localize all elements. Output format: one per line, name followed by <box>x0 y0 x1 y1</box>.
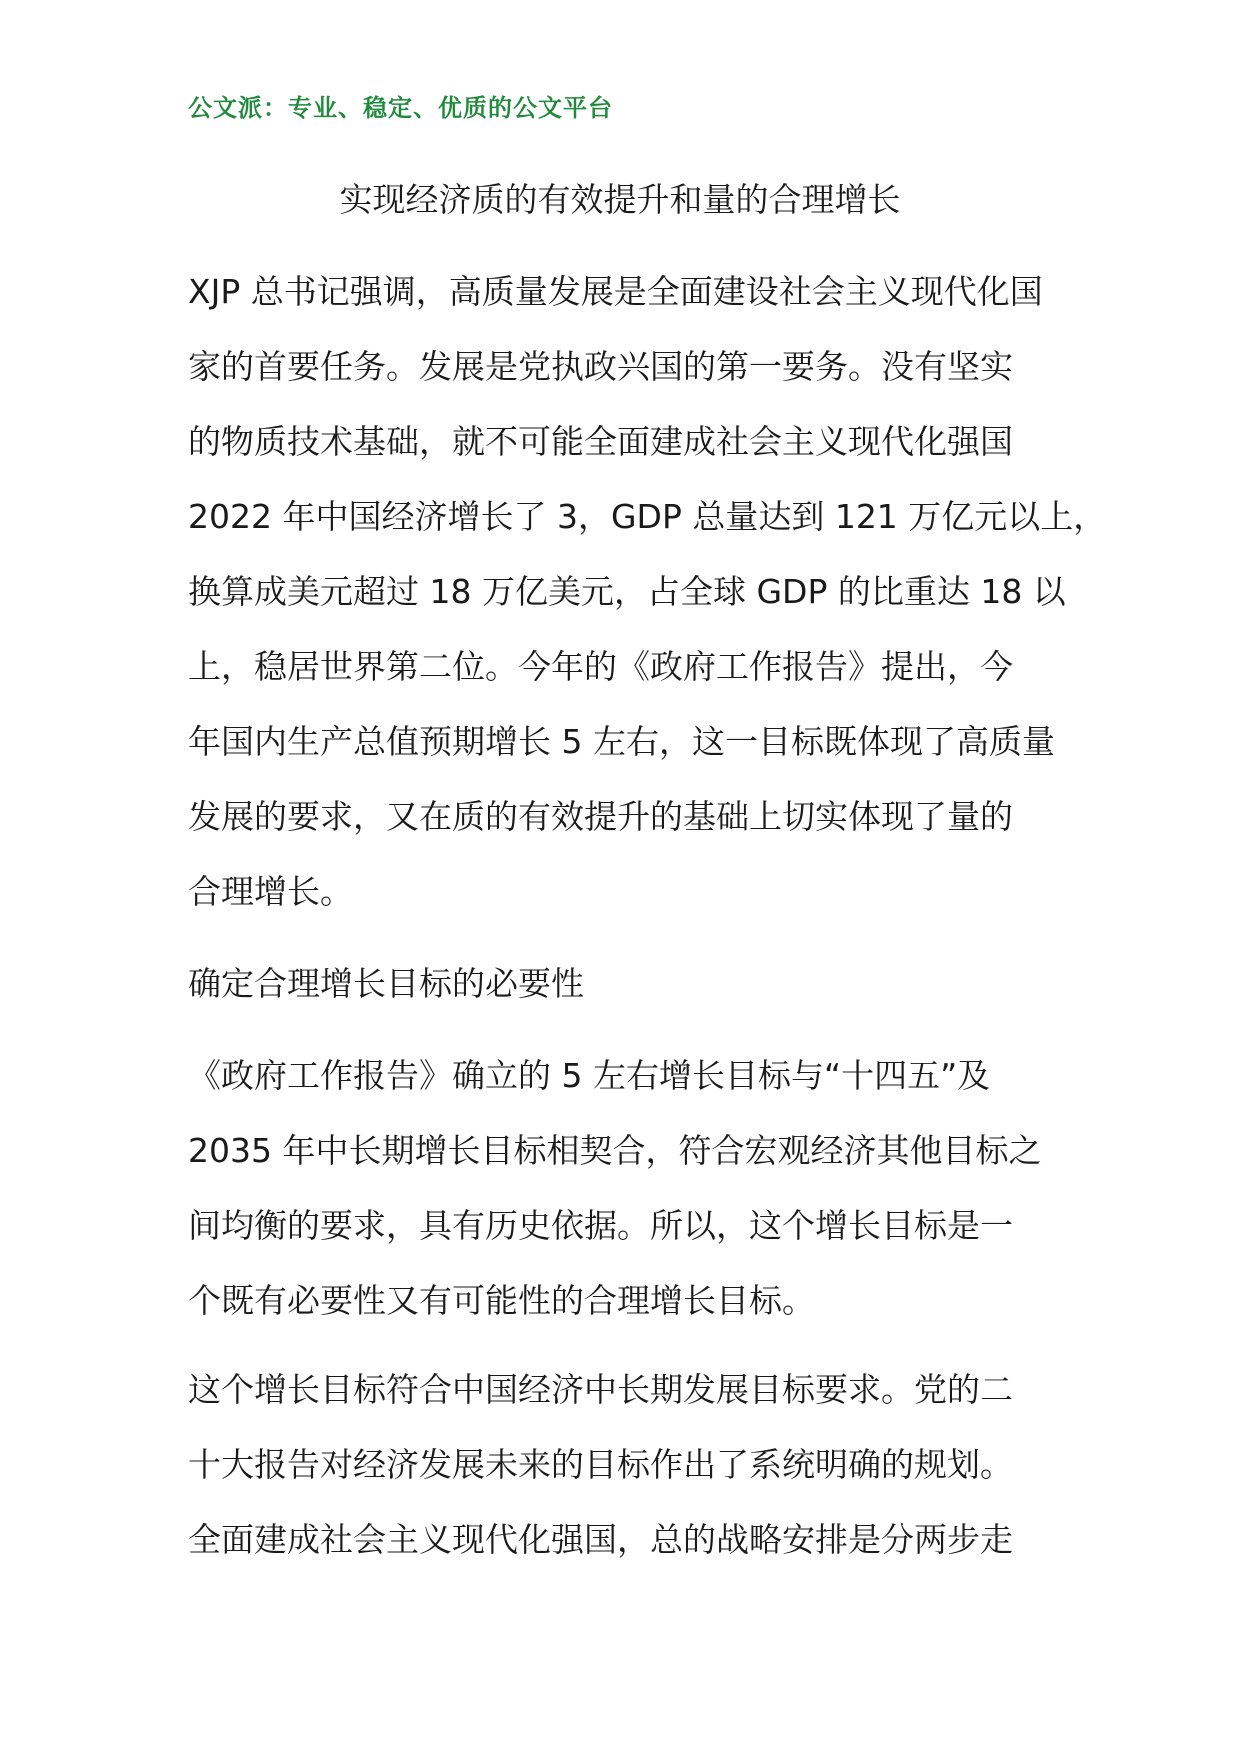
text-line: 的物质技术基础，就不可能全面建成社会主义现代化强国 <box>188 422 1013 461</box>
text-line: 间均衡的要求，具有历史依据。所以，这个增长目标是一 <box>188 1206 1013 1245</box>
text-line: 合理增长。 <box>188 872 353 911</box>
paragraph-2 <box>188 1038 1058 1338</box>
paragraph-1 <box>188 254 1107 929</box>
text-line: 2022 年中国经济增长了 3，GDP 总量达到 121 万亿元以上， <box>188 497 1107 536</box>
text-line: 全面建成社会主义现代化强国，总的战略安排是分两步走 <box>188 1520 1013 1559</box>
paragraph-3 <box>188 1352 1058 1577</box>
text-line: 家的首要任务。发展是党执政兴国的第一要务。没有坚实 <box>188 347 1013 386</box>
text-line: 年国内生产总值预期增长 5 左右，这一目标既体现了高质量 <box>188 722 1055 761</box>
text-line: 发展的要求，又在质的有效提升的基础上切实体现了量的 <box>188 797 1013 836</box>
document-title: 实现经济质的有效提升和量的合理增长 <box>339 180 901 219</box>
paragraph-1-text <box>188 254 1107 929</box>
text-line: XJP 总书记强调，高质量发展是全面建设社会主义现代化国 <box>188 272 1043 311</box>
text-line: 十大报告对经济发展未来的目标作出了系统明确的规划。 <box>188 1445 1013 1484</box>
paragraph-2-text <box>188 1038 1058 1338</box>
text-line: 2035 年中长期增长目标相契合，符合宏观经济其他目标之 <box>188 1131 1042 1170</box>
section-heading: 确定合理增长目标的必要性 <box>188 964 584 1003</box>
text-line: 这个增长目标符合中国经济中长期发展目标要求。党的二 <box>188 1370 1013 1409</box>
header-banner: 公文派：专业、稳定、优质的公文平台 <box>188 94 613 122</box>
text-line: 《政府工作报告》确立的 5 左右增长目标与“十四五”及 <box>188 1056 991 1095</box>
text-line: 个既有必要性又有可能性的合理增长目标。 <box>188 1281 815 1320</box>
paragraph-3-text <box>188 1352 1058 1577</box>
text-line: 上，稳居世界第二位。今年的《政府工作报告》提出，今 <box>188 647 1013 686</box>
text-line: 换算成美元超过 18 万亿美元，占全球 GDP 的比重达 18 以 <box>188 572 1066 611</box>
